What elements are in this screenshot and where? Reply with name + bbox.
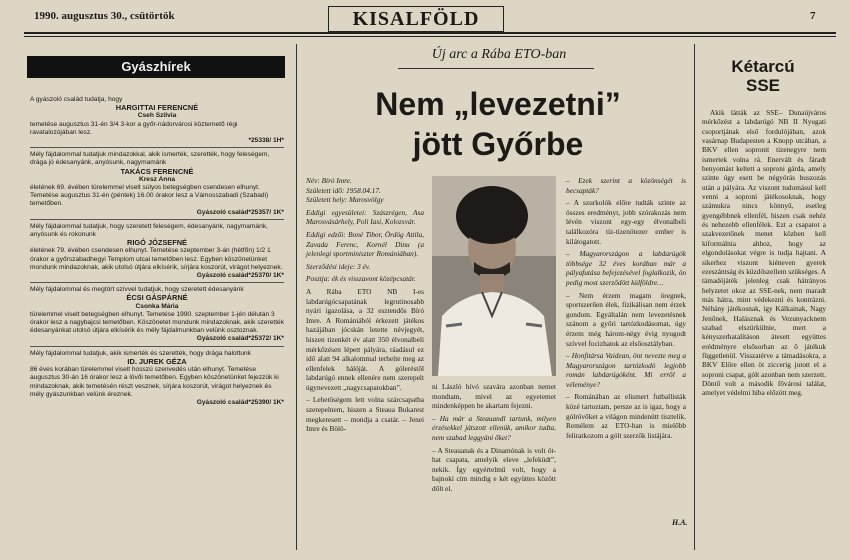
sidebar-title <box>708 57 818 95</box>
obituary-code: Gyászoló család*25370/ 1K* <box>196 272 284 280</box>
player-photo <box>432 176 556 376</box>
masthead: KISALFÖLD <box>328 6 504 32</box>
interview-question: – Ha már a Steauandl tartunk, milyen érzésekkel játszott ellenük, amikor tudta, nem szabad leggyáni őket? <box>432 413 556 442</box>
profile-name: Név: Bíró Imre. <box>306 176 352 185</box>
profile-birth-date: Született idő: 1958.04.17. <box>306 185 381 195</box>
obituary-body: türelemmel viselt betegségben elhunyt. Temetése 1990. szeptember 1-jén délután 3 órakor lesz a nagybajcsi temetőben. Köszönetet mondunk mindazoknak, akik szerették édesanyánkat utolsó útjára elkísérik és mély fájdalmunkban velünk osztoznak. <box>30 310 284 335</box>
article-kicker: Új arc a Rába ETO-ban <box>431 47 567 62</box>
profile-position: Posztja: ék és visszavont középcsatár. <box>306 274 416 284</box>
profile-coaches: Eddigi edzői: Boné Tibor, Ördög Attila, Zavada Ferenc, Kornél Dinu (a jelenlegi sportminiszter Romániában). <box>306 229 424 259</box>
obituary-name: TAKÁCS FERENCNÉ <box>120 166 194 176</box>
obituary-maiden-name: Csonka Mária <box>135 302 179 310</box>
obituary-intro: A gyászoló család tudatja, hogy <box>30 96 123 103</box>
obituary-notice <box>30 96 284 407</box>
obituary-name: ID. JUREK GÉZA <box>127 356 187 366</box>
profile-clubs: Eddigi egyesületei: Szászrégen, Asa Marosvásárhely, Poli Iasi, Kolozsvár. <box>306 207 424 227</box>
profile-contract: Szerződési ideje: 3 év. <box>306 261 371 271</box>
article-paragraph: ni László hívó szavára azonban nemet mondtam, mivel az egyetemet mindenképpen be akartam fejezni. <box>432 382 556 411</box>
author-signature: H.A. <box>672 518 688 527</box>
obituary-name: RIGÓ JÓZSEFNÉ <box>127 238 187 248</box>
headline-line: Nem „levezetni” <box>375 86 621 122</box>
profile-birth-place: Született hely: Marosvölgy <box>306 195 384 205</box>
obituary-code: Gyászoló család*25390/ 1K* <box>196 398 284 406</box>
article-paragraph: – A Steauanak és a Dinamónak is volt öt-hat csapata, amelyik eleve „lefeküdt”, nekik. Így egyértelmű volt, hogy a bajnoki cím mindig e két együttes között dőlt el. <box>432 445 556 493</box>
obituary-body: életének 69. évében türelemmel viselt súlyos betegségben csendesen elhunyt. Temetése augusztus 31-én (péntek) 16.00 órakor lesz a Vámosszabadi (Szabadi) temetőben. <box>30 184 269 208</box>
obituary-intro: Mély fájdalommal és megtört szívvel tudatjuk, hogy szeretett édesanyánk <box>30 286 244 294</box>
article-column <box>432 382 556 497</box>
article-headline <box>318 84 678 164</box>
obituary-separator <box>30 282 284 283</box>
column-divider <box>694 44 695 550</box>
obituaries-title: Gyászhírek <box>27 56 285 78</box>
obituary-intro: Mély fájdalommal tudatjuk, hogy szeretett feleségem, édesanyánk, nagymamánk, anyósunk és rokonunk <box>30 222 268 239</box>
obituary-code: *25338/ 1H* <box>248 137 284 145</box>
sidebar-title-line: Kétarcú <box>731 57 795 76</box>
player-portrait-image <box>432 176 556 376</box>
article-paragraph: A Rába ETO NB I-es labdarúgócsapatának legrutinosabb nyári igazolása, a 32 esztendős Bíró Imre. A Romániából érkezett játékos hazájában jócskán letette névjegyét, hiszen tizenkét év alatt 350 élvonalbeli mérkőzésen lépett pályára, ráadásul ez idő alatt 94 alkalommal terhelte meg az ellenfelek hálóját. A góleréstől labdarúgó ennek ellenére nem szerepelt úgynevezett „nagycsapatokban”. <box>306 286 424 392</box>
obituary-separator <box>30 219 284 220</box>
obituary-body: életének 79. évében csendesen elhunyt. Temetése szeptember 3-án (hétfőn) 1/2 1 órakor a győrszabadhegyi Templom utcai temetőben lesz. Egyben köszönetünket mondunk mindazoknak, akik utolsó útjára elkísérik, sírjára koszorút, virágot helyeznek. <box>30 247 283 271</box>
header-rule <box>24 32 836 34</box>
obituary-maiden-name: Cseh Szilvia <box>137 112 177 120</box>
obituary-code: Gyászoló család*25372/ 1K* <box>196 335 284 343</box>
obituary-name: ÉCSI GÁSPÁRNÉ <box>126 293 188 303</box>
headline-line: jött Győrbe <box>412 126 584 162</box>
article-column <box>566 176 686 443</box>
obituary-body: 86 éves korában türelemmel viselt hosszú szenvedés után elhunyt. Temetése augusztus 30-án 16 órakor lesz a lövői temetőben. Egyben köszönetünket fejezzük ki mindazoknak, akik temetésén részt vesznek, sírjára koszorút, virágot helyeznek és mély gyászunkban velünk éreznek. <box>30 366 279 398</box>
obituary-name: HARGITTAI FERENCNÉ <box>115 103 199 113</box>
interview-question: – Ezek szerint a közönségét is becsapták? <box>566 176 686 195</box>
sidebar-title-line: SSE <box>745 76 781 95</box>
issue-date: 1990. augusztus 30., csütörtök <box>34 10 175 22</box>
sidebar-paragraph: Akik látták az SSE– Dunaújváros mérkőzést a labdarúgó NB II Nyugati csoportjának első fordulójában, azok vasárnap Budapesten a Knopp utcában, a BKV ellen sopronit tizenegyre nem ismertek volna rá. Enervált és fáradt benyomást keltett a soproni gárda, amely szinte úgy esett be négyórás buszozás után a pályára. Az viszont tudomásul kell venni a soproni játékosoknak, hogy számukra nincs könnyű, esetleg gyengébbnek ellenfél, hiszen csak nehéz és nehezebb ellenfélek. Ezt a csapatot a szakvezetőnek menet közben kell kiformálnia ahhoz, hogy az elgondolásokat végre is tudja hajtani. A sikerhez viszont kiéneven gyerek ezeszántság és küzdőszellem szükséges. A támadójáték jelenleg csak hátrányos helyzetet okoz az SSE-nek, nem maradt más hátra, mint védekezni és kontrázni. Néhány játékosnak, így Kálkainak, Nagy Jenőnek, Halásznak és Vezunyacknem szabad elszürkülnie, mert a kényszerhatalításon átesett együttes erédményre elsősorban az ő játékuk függetlenül. Visszatérve a támadásokra, a BKV Előre ellen öt ziccerig jutott el a soproni csapat, gólt azonban nem szerzett. Döntő volt a második fővárosi találat, amelyet védelmi hiba előzött meg. <box>702 108 826 398</box>
article-column <box>306 176 424 437</box>
obituary-intro: Mély fájdalommal tudatjuk mindazokkal, akik ismerték, szerették, hogy feleségem, drága jó édesanyánk, anyósunk, nagymamánk <box>30 151 270 167</box>
interview-question: – Honfitársa Vaidean, önt nevezte meg a Magyarországon tartózkodó legjobb román labdarúgóként. Mi erről a véleménye? <box>566 351 686 389</box>
article-paragraph: – Románában az elismert futballisták közé tartoztam, persze az is igaz, hogy a gólrövőket a világon mindenütt tisztelik. Remélem az ETO-ban is mielőbb feliratkozom a gólt szerzők listájára. <box>566 392 686 440</box>
obituary-intro: Mély fájdalommal tudatjuk, akik ismerték és szerették, hogy drága halottunk <box>30 349 251 357</box>
article-paragraph: – Nem érzem magam öregnek, sportszerűen élek, fizikálisan nem érzek gondom. Egyáltalán nem levezetésnek szánom a győri tartózkodásomat, úgy érzem még három-négy évig nyugodt szívvel focizhatok az elsőosztályban. <box>566 290 686 348</box>
page-number: 7 <box>810 10 816 22</box>
obituary-code: Gyászoló család*25357/ 1K* <box>196 208 284 216</box>
sidebar-article <box>702 108 826 401</box>
kicker-rule <box>398 68 594 69</box>
obituary-maiden-name: Kresz Anna <box>138 175 176 183</box>
article-paragraph: – A szurkolók előre tudták szinte az összes eredményt, jobb szórakozás nem lévén viszont egy-egy élvonalbeli találkozóra tíz-tizenötezer ember is kilátogatott. <box>566 198 686 246</box>
article-paragraph: – Lehetőségem lett volna szárcsapatba szerepelnem, hiszen a Steaua Bukarest megkeresett – mondja a csatár. – Jenei Imre és Bölö- <box>306 395 424 434</box>
obituary-body: temetése augusztus 31-én 3/4 3-kor a győr-nádorvárosi köztemető régi ravatalozójában lesz. <box>30 120 238 136</box>
obituary-separator <box>30 147 284 148</box>
obituary-separator <box>30 346 284 347</box>
interview-question: – Magyarországon a labdarúgók többsége 32 éves korában már a pályafutása befejezésével foglalkozik, ön pedig most szerződött külföldre… <box>566 249 686 287</box>
header-rule-thin <box>24 36 836 37</box>
column-divider <box>296 44 297 550</box>
